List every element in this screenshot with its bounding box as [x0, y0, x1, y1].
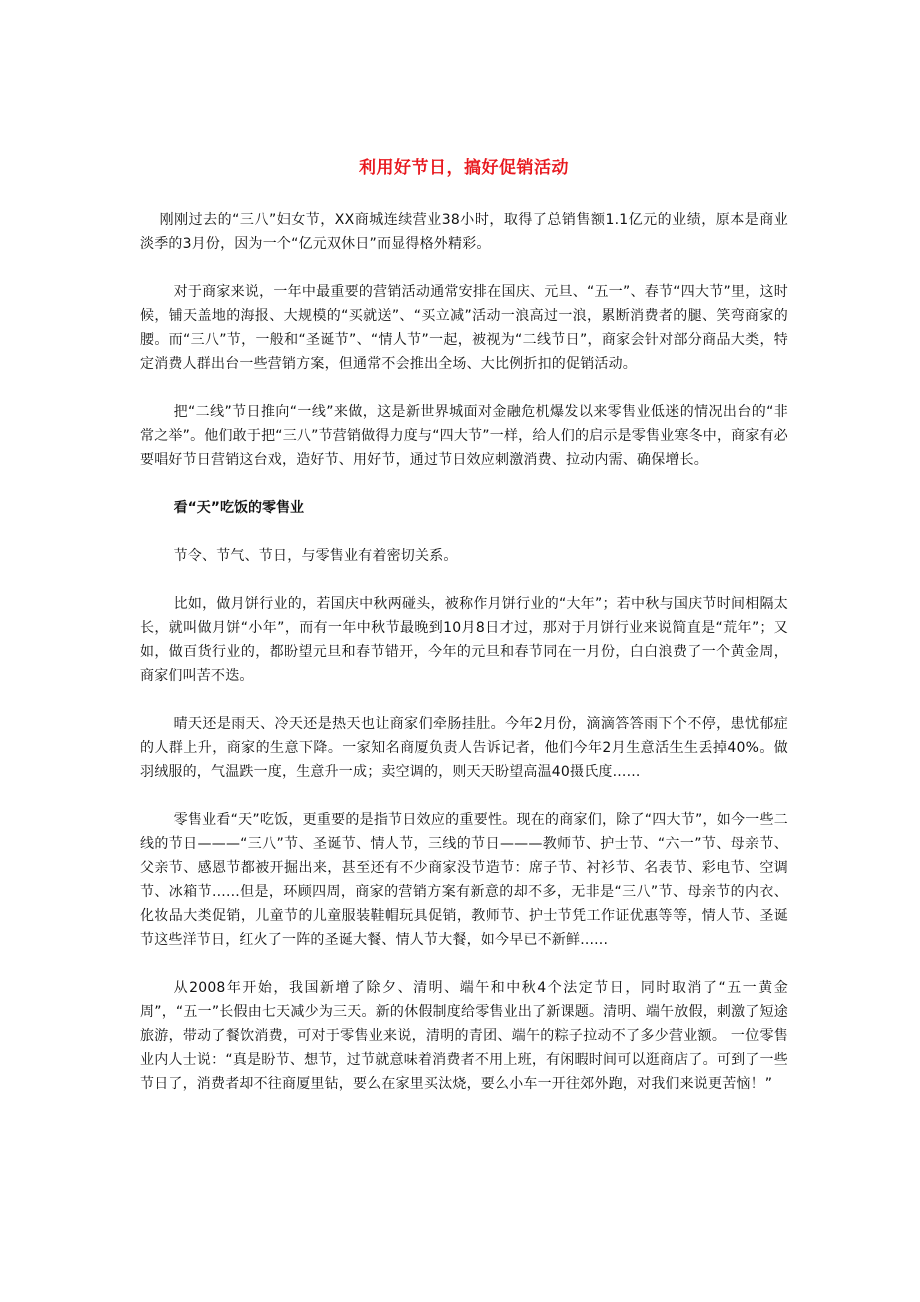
paragraph-1: 刚刚过去的“三八”妇女节，XX商城连续营业38小时，取得了总销售额1.1亿元的业绩，原本是商业淡季的3月份，因为一个“亿元双休日”而显得格外精彩。 — [140, 212, 788, 252]
article — [140, 148, 788, 1120]
section-paragraph-2: 比如，做月饼行业的，若国庆中秋两碰头，被称作月饼行业的“大年”；若中秋与国庆节时间相隔太长，就叫做月饼“小年”，而有一年中秋节最晚到10月8日才过，那对于月饼行业来说简直是“荒年”；又如，做百货行业的，都盼望元旦和春节错开，今年的元旦和春节同在一月份，白白浪费了一个黄金周，商家们叫苦不迭。 — [140, 596, 788, 684]
article-title: 利用好节日，搞好促销活动 — [359, 158, 569, 178]
section-paragraph-1: 节令、节气、节日，与零售业有着密切关系。 — [173, 548, 458, 564]
paragraph-3: 把“二线”节日推向“一线”来做，这是新世界城面对金融危机爆发以来零售业低迷的情况出台的“非常之举”。他们敢于把“三八”节营销做得力度与“四大节”一样，给人们的启示是零售业寒冬中，商家有必要唱好节日营销这台戏，造好节、用好节，通过节日效应刺激消费、拉动内需、确保增长。 — [140, 404, 788, 468]
section-paragraph-4: 零售业看“天”吃饭，更重要的是指节日效应的重要性。现在的商家们，除了“四大节”，如今一些二线的节日———“三八”节、圣诞节、情人节，三线的节日———教师节、护士节、“六一”节、母亲节、父亲节、感恩节都被开掘出来，甚至还有不少商家没节造节：席子节、衬衫节、名表节、彩电节、空调节、冰箱节......但是，环顾四周，商家的营销方案有新意的却不多，无非是“三八”节、母亲节的内衣、化妆品大类促销，儿童节的儿童服装鞋帽玩具促销，教师节、护士节凭工作证优惠等等，情人节、圣诞节这些洋节日，红火了一阵的圣诞大餐、情人节大餐，如今早已不新鲜...... — [140, 812, 788, 948]
section-heading: 看“天”吃饭的零售业 — [173, 500, 304, 516]
paragraph-2: 对于商家来说，一年中最重要的营销活动通常安排在国庆、元旦、“五一”、春节“四大节”里，这时候，铺天盖地的海报、大规模的“买就送”、“买立减”活动一浪高过一浪，累断消费者的腿、笑弯商家的腰。而“三八”节，一般和“圣诞节”、“情人节”一起，被视为“二线节日”，商家会针对部分商品大类，特定消费人群出台一些营销方案，但通常不会推出全场、大比例折扣的促销活动。 — [140, 284, 788, 372]
section-paragraph-5: 从2008年开始，我国新增了除夕、清明、端午和中秋4个法定节日，同时取消了“五一黄金周”，“五一”长假由七天减少为三天。新的休假制度给零售业出了新课题。清明、端午放假，刺激了短途旅游，带动了餐饮消费，可对于零售业来说，清明的青团、端午的粽子拉动不了多少营业额。 一位零售业内人士说：“真是盼节、想节，过节就意味着消费者不用上班，有闲暇时间可以逛商店了。可到了一些节日了，消费者却不往商厦里钻，要么在家里买汰烧，要么小车一开往郊外跑，对我们来说更苦恼！” — [140, 980, 788, 1092]
section-paragraph-3: 晴天还是雨天、冷天还是热天也让商家们牵肠挂肚。今年2月份，滴滴答答雨下个不停，患忧郁症的人群上升，商家的生意下降。一家知名商厦负责人告诉记者，他们今年2月生意活生生丢掉40%。做羽绒服的，气温跌一度，生意升一成；卖空调的，则天天盼望高温40摄氏度...... — [140, 716, 788, 780]
